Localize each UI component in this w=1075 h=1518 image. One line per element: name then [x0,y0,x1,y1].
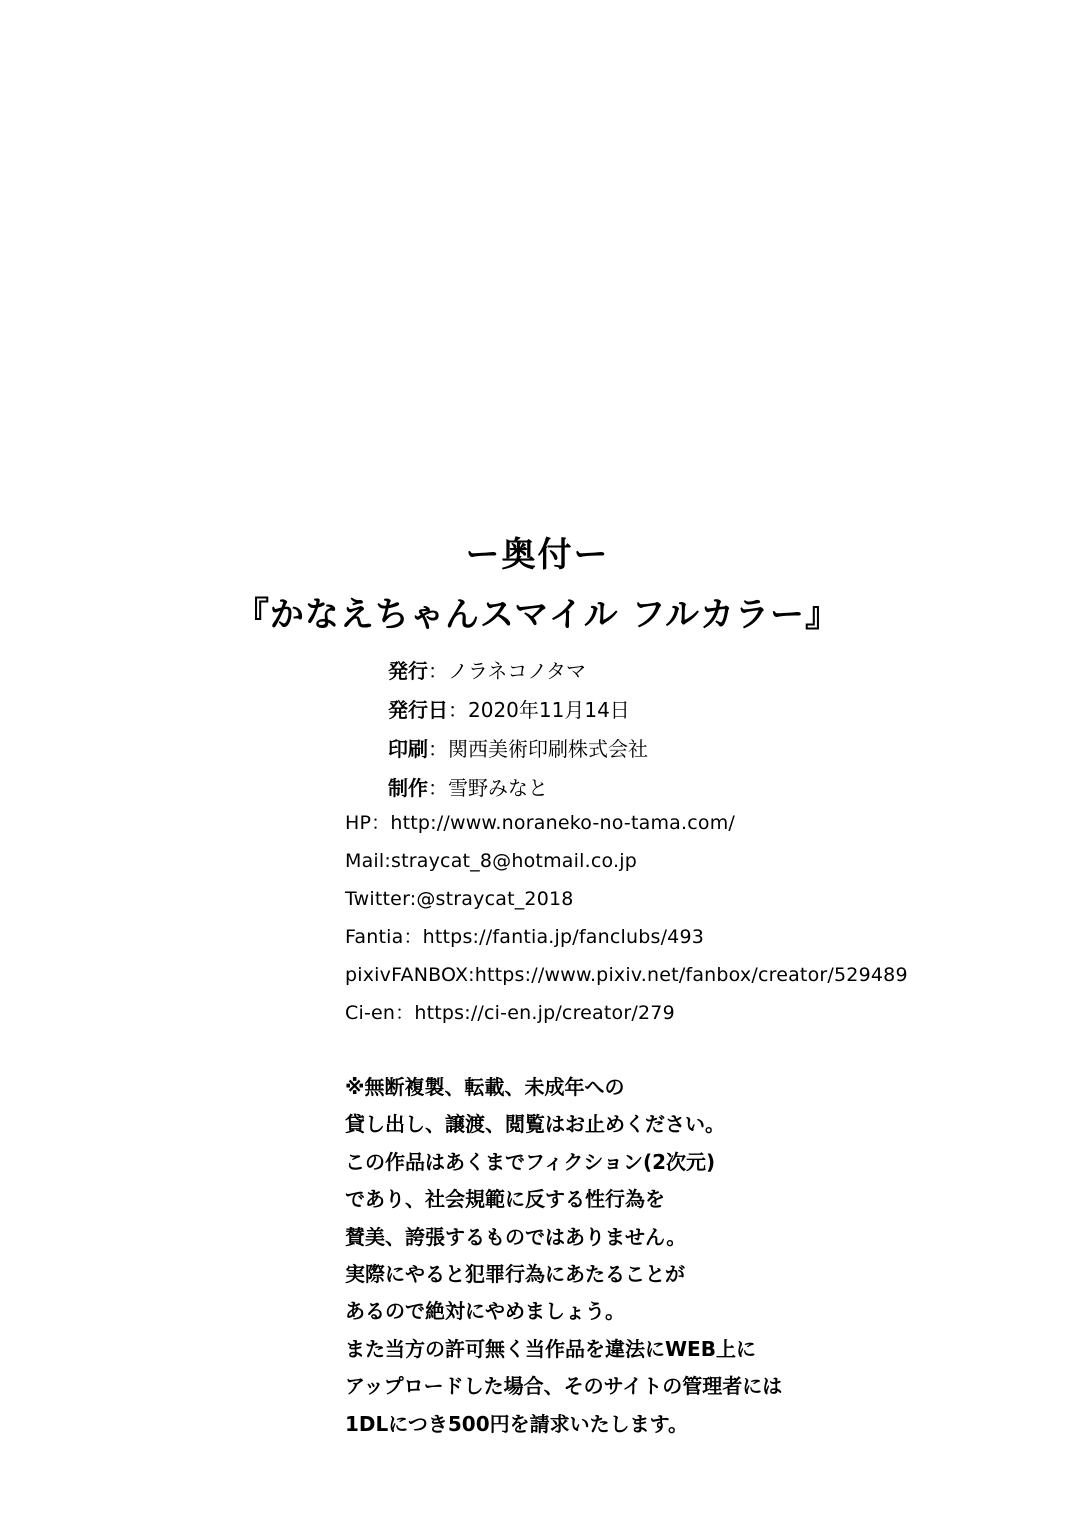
colophon-heading: ー奥付ー [465,535,610,575]
link-twitter: Twitter:@straycat_2018 [345,888,574,910]
notice-line: この作品はあくまでフィクション(2次元) [345,1149,716,1174]
notice-line: アップロードした場合、そのサイトの管理者には [345,1374,783,1399]
info-label: 印刷 [388,737,428,761]
notice-line: あるので絶対にやめましょう。 [345,1299,625,1324]
link-ci-en: Ci-en：https://ci-en.jp/creator/279 [345,1002,675,1024]
info-separator: ： [428,776,448,800]
info-label: 発行 [388,659,428,683]
info-row-publish-date [388,691,648,730]
info-row-publisher [388,652,648,691]
info-value: ノラネコノタマ [448,659,586,683]
legal-notice [345,1069,1045,1443]
notice-line: 1DLにつき500円を請求いたします。 [345,1411,689,1436]
info-row-producer [388,769,648,808]
notice-line: また当方の許可無く当作品を違法にWEB上に [345,1336,756,1361]
info-value: 関西美術印刷株式会社 [448,737,648,761]
info-row-printer [388,730,648,769]
book-title: 『かなえちゃんスマイル フルカラー』 [234,595,841,635]
info-value: 2020年11月14日 [468,698,630,722]
notice-line: 賛美、誇張するものではありません。 [345,1224,687,1249]
notice-line: であり、社会規範に反する性行為を [345,1187,665,1212]
link-homepage: HP：http://www.noraneko-no-tama.com/ [345,812,736,834]
notice-line: 貸し出し、譲渡、閲覧はお止めください。 [345,1112,725,1137]
info-label: 発行日 [388,698,448,722]
info-separator: ： [428,737,448,761]
info-label: 制作 [388,776,428,800]
notice-line: ※無断複製、転載、未成年への [345,1075,625,1099]
contact-links [345,804,908,1032]
publication-info [388,652,648,808]
notice-line: 実際にやると犯罪行為にあたることが [345,1261,685,1286]
info-separator: ： [428,659,448,683]
link-fantia: Fantia：https://fantia.jp/fanclubs/493 [345,926,705,948]
info-value: 雪野みなと [448,776,548,800]
link-mail: Mail:straycat_8@hotmail.co.jp [345,850,637,872]
link-pixiv-fanbox: pixivFANBOX:https://www.pixiv.net/fanbox/creator/529489 [345,964,908,986]
info-separator: ： [448,698,468,722]
